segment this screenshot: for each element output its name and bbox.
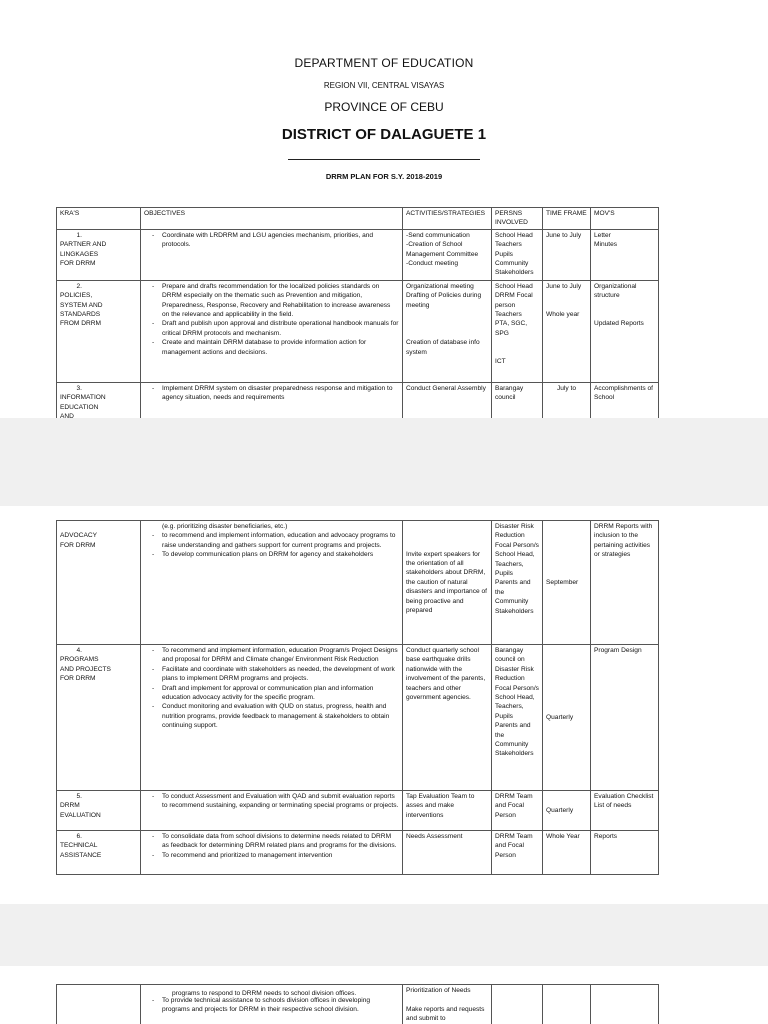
objective-item: - To recommend and prioritized to management intervention xyxy=(162,851,399,860)
kra-number: 4. xyxy=(76,647,82,654)
kra-cell xyxy=(57,521,141,645)
kra-cell xyxy=(57,831,141,875)
district-heading: DISTRICT OF DALAGUETE 1 xyxy=(281,126,487,143)
objectives-cell xyxy=(141,791,403,831)
document-page-1 xyxy=(0,0,768,418)
time-cell: Whole Year xyxy=(543,831,591,875)
objectives-cell xyxy=(141,831,403,875)
objective-item: - Conduct monitoring and evaluation with QUD on status, progress, health and nutrition programs, provide feedback to management & stakeholders to obtain continuing support. xyxy=(162,702,399,730)
objectives-cell xyxy=(141,645,403,791)
column-header-kra: KRA'S xyxy=(57,208,141,230)
column-header-time: TIME FRAME xyxy=(543,208,591,230)
persons-cell: Barangay council xyxy=(492,382,543,418)
column-header-movs: MOV'S xyxy=(591,208,659,230)
movs-cell: Organizational structure Updated Reports xyxy=(591,280,659,382)
activities-cell: Organizational meeting Drafting of Policies during meeting Creation of database info system xyxy=(403,280,492,382)
persons-cell: DRRM Team and Focal Person xyxy=(492,831,543,875)
time-cell: Quarterly xyxy=(543,645,591,791)
movs-cell: Accomplishments of School xyxy=(591,382,659,418)
kra-label: POLICIES, SYSTEM AND STANDARDS FROM DRRM xyxy=(60,292,103,328)
kra-label: ADVOCACY FOR DRRM xyxy=(60,532,97,549)
kra-label: PROGRAMS AND PROJECTS FOR DRRM xyxy=(60,656,111,683)
activities-cell: Invite expert speakers for the orientation of all stakeholders about DRRM, the caution of natural disasters and importance of being proactive and prepared xyxy=(403,521,492,645)
kra-cell xyxy=(57,645,141,791)
objective-item: - To consolidate data from school divisions to determine needs related to DRRM as feedback for determining DRRM related plans and programs for the divisions. xyxy=(162,832,399,851)
table-row xyxy=(57,985,659,1024)
column-header-objectives: OBJECTIVES xyxy=(141,208,403,230)
objective-item: - Implement DRRM system on disaster preparedness response and mitigation to agency situation, needs and requirements xyxy=(162,384,399,403)
movs-cell: Program Design xyxy=(591,645,659,791)
activities-cell: Prioritization of Needs Make reports and requests and submit to xyxy=(403,985,492,1024)
column-header-persons: PERSNS INVOLVED xyxy=(492,208,543,230)
activities-cell: Conduct General Assembly xyxy=(403,382,492,418)
objective-item: - To conduct Assessment and Evaluation with QAD and submit evaluation reports to recommend sustaining, expanding or terminating special programs or projects. xyxy=(162,792,399,811)
table-header-row xyxy=(57,208,659,230)
objective-item: - Create and maintain DRRM database to provide information action for management actions and decisions. xyxy=(162,338,399,357)
objective-item: - Draft and implement for approval or communication plan and information education advocacy activity for the specific program. xyxy=(162,684,399,703)
movs-cell: Letter Minutes xyxy=(591,229,659,280)
drrm-plan-table-page-2 xyxy=(56,520,659,875)
objectives-cell xyxy=(141,985,403,1024)
kra-cell xyxy=(57,280,141,382)
objective-item: - To provide technical assistance to schools division offices in developing programs and projects for DRRM in their respective school division. xyxy=(162,996,399,1015)
kra-number: 3. xyxy=(76,384,82,392)
drrm-plan-table-page-3 xyxy=(56,984,659,1024)
activities-cell: Tap Evaluation Team to asses and make interventions xyxy=(403,791,492,831)
drrm-plan-table-page-1 xyxy=(56,207,659,418)
document-page-2 xyxy=(0,506,768,904)
kra-cell xyxy=(57,382,141,418)
kra-label: PARTNER AND LINGKAGES FOR DRRM xyxy=(60,241,107,268)
table-row xyxy=(57,831,659,875)
persons-cell: School Head DRRM Focal person Teachers PTA, SGC, SPG ICT xyxy=(492,280,543,382)
page-gap xyxy=(0,418,768,506)
persons-cell: Barangay council on Disaster Risk Reduction Focal Person/s School Head, Teachers, Pupils Parents and the Community Stakeholders xyxy=(492,645,543,791)
document-page-3 xyxy=(0,966,768,1024)
kra-number: 6. xyxy=(76,833,82,840)
kra-label: TECHNICAL ASSISTANCE xyxy=(60,842,102,859)
objective-item: - to recommend and implement information, education and advocacy programs to raise understanding and gathers support for current programs and projects. xyxy=(162,531,399,550)
kra-label: DRRM EVALUATION xyxy=(60,802,101,819)
movs-cell: Reports xyxy=(591,831,659,875)
movs-cell xyxy=(591,985,659,1024)
objective-item: - Coordinate with LRDRRM and LGU agencies mechanism, priorities, and protocols. xyxy=(162,231,399,250)
activities-cell: -Send communication -Creation of School Management Committee -Conduct meeting xyxy=(403,229,492,280)
movs-cell: DRRM Reports with inclusion to the pertaining activities or strategies xyxy=(591,521,659,645)
time-cell: September xyxy=(543,521,591,645)
kra-number: 2. xyxy=(76,282,82,290)
objectives-cell xyxy=(141,280,403,382)
table-row xyxy=(57,791,659,831)
table-row xyxy=(57,382,659,418)
objective-item: - To recommend and implement information, education Program/s Project Designs and proposal for DRRM and Climate change/ Environment Risk Reduction xyxy=(162,646,399,665)
activities-cell: Needs Assessment xyxy=(403,831,492,875)
objective-item: - Facilitate and coordinate with stakeholders as needed, the development of work plans to implement DRRM programs and projects. xyxy=(162,665,399,684)
time-cell xyxy=(543,985,591,1024)
objectives-cell xyxy=(141,521,403,645)
table-row xyxy=(57,521,659,645)
persons-cell: DRRM Team and Focal Person xyxy=(492,791,543,831)
persons-cell xyxy=(492,985,543,1024)
kra-cell xyxy=(57,229,141,280)
kra-number: 5. xyxy=(76,793,82,800)
persons-cell: School Head Teachers Pupils Community Stakeholders xyxy=(492,229,543,280)
persons-cell: Disaster Risk Reduction Focal Person/s School Head, Teachers, Pupils Parents and the Community Stakeholders xyxy=(492,521,543,645)
plan-title: DRRM PLAN FOR S.Y. 2018-2019 xyxy=(325,172,443,181)
signature-line xyxy=(288,159,480,160)
column-header-activities: ACTIVITIES/STRATEGIES xyxy=(403,208,492,230)
table-row xyxy=(57,280,659,382)
time-cell: July to xyxy=(543,382,591,418)
activities-cell: Conduct quarterly school base earthquake drills nationwide with the involvement of the parents, teachers and other government agencies. xyxy=(403,645,492,791)
table-row xyxy=(57,645,659,791)
objectives-cell xyxy=(141,382,403,418)
time-cell: June to July xyxy=(543,229,591,280)
time-cell: Quarterly xyxy=(543,791,591,831)
kra-number: 1. xyxy=(76,231,82,239)
department-heading: DEPARTMENT OF EDUCATION xyxy=(294,56,474,70)
region-heading: REGION VII, CENTRAL VISAYAS xyxy=(323,81,445,90)
kra-cell xyxy=(57,791,141,831)
movs-cell: Evaluation Checklist List of needs xyxy=(591,791,659,831)
table-row xyxy=(57,229,659,280)
objective-item: - Prepare and drafts recommendation for the localized policies standards on DRRM especially on the thematic such as Prevention and mitigation, Preparedness, Response, Recovery and Rehabilitation to increase awareness on the relevance and applicability in the field. xyxy=(162,282,399,320)
objective-item: - Draft and publish upon approval and distribute operational handbook manuals for critical DRRM protocols and mechanism. xyxy=(162,319,399,338)
time-cell: June to July Whole year xyxy=(543,280,591,382)
objective-continuation: (e.g. prioritizing disaster beneficiaries, etc.) xyxy=(162,523,288,530)
province-heading: PROVINCE OF CEBU xyxy=(324,100,444,114)
objectives-cell xyxy=(141,229,403,280)
objective-continuation: programs to respond to DRRM needs to school division offices. xyxy=(172,990,357,997)
objective-item: - To develop communication plans on DRRM for agency and stakeholders xyxy=(162,550,399,559)
kra-label: INFORMATION EDUCATION AND xyxy=(60,394,106,418)
kra-cell xyxy=(57,985,141,1024)
page-gap xyxy=(0,904,768,966)
